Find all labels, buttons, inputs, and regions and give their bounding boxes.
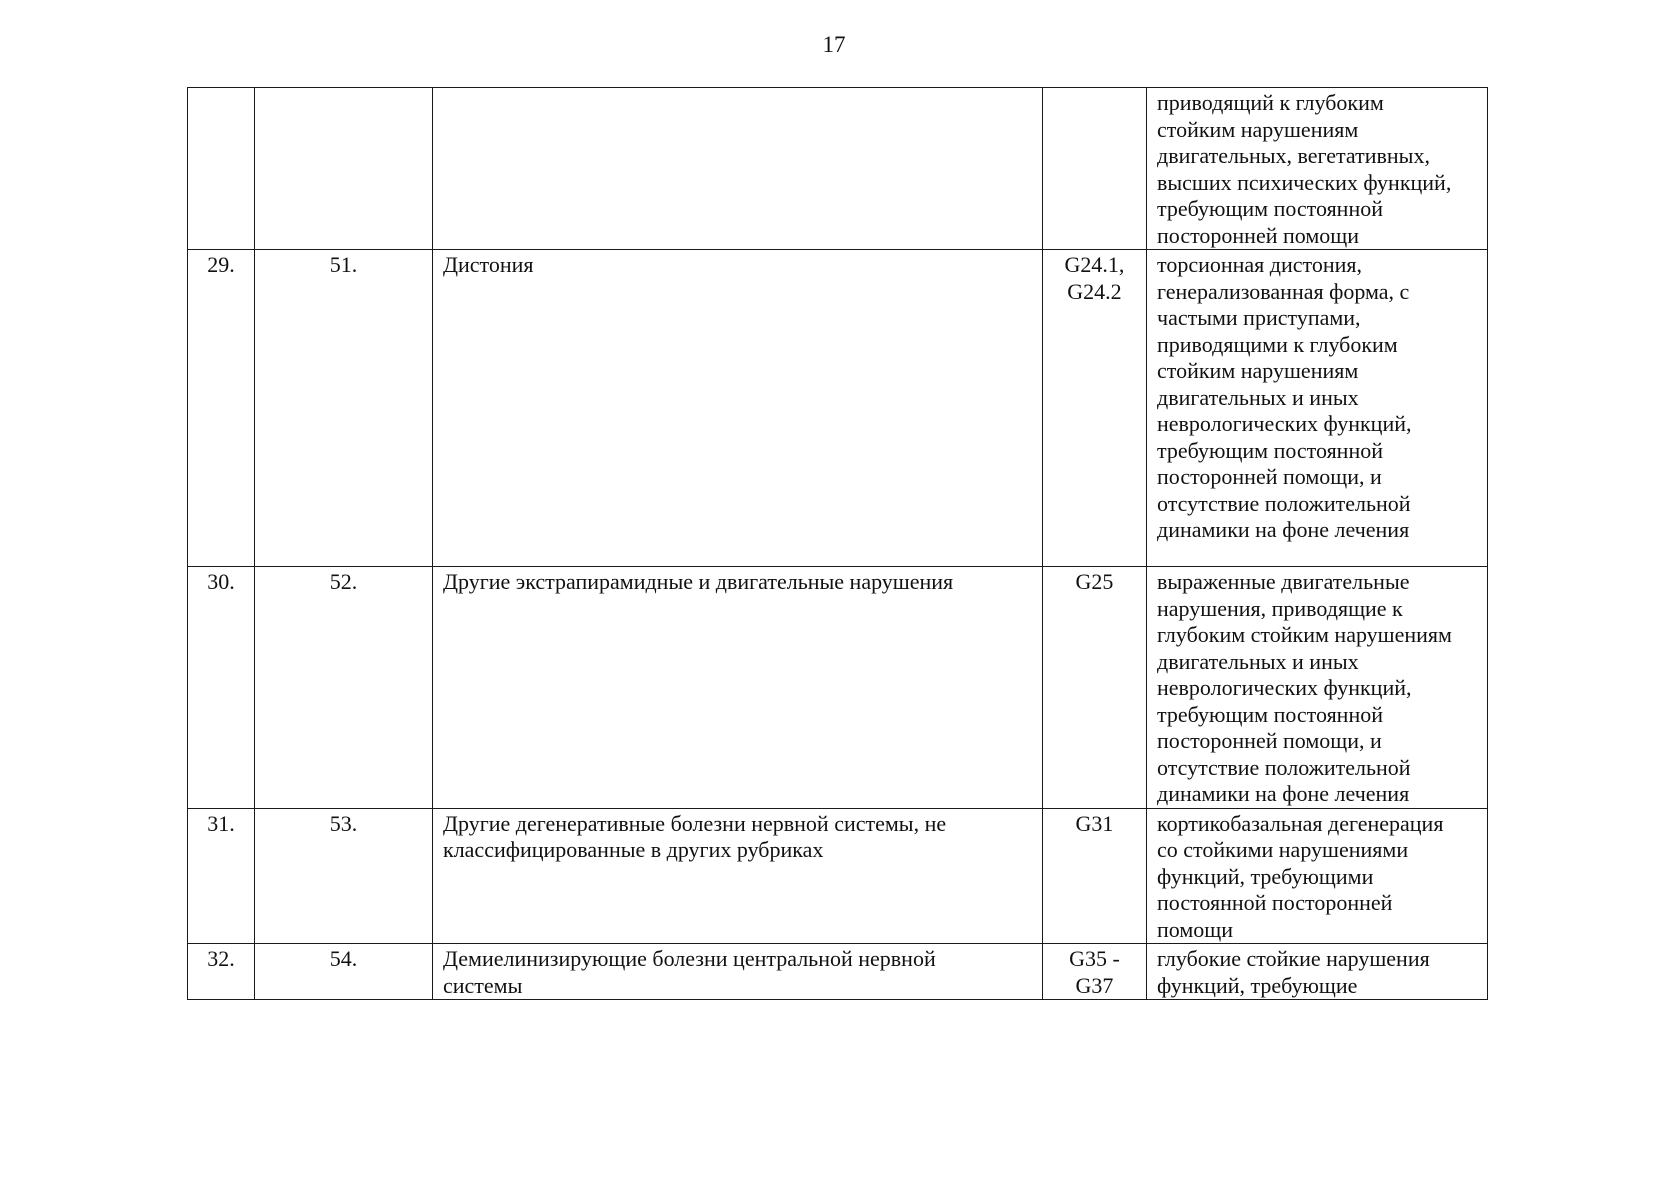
disease-name-cell: Другие экстрапирамидные и двигательные нарушения bbox=[433, 567, 1043, 809]
icd-code-cell: G24.1, G24.2 bbox=[1043, 250, 1147, 567]
icd-code-cell: G31 bbox=[1043, 808, 1147, 944]
row-number-cell: 32. bbox=[188, 944, 255, 1000]
criteria-cell: выраженные двигательные нарушения, приводящие к глубоким стойким нарушениям двигательных и иных неврологических функций, требующим постоянной посторонней помощи, и отсутствие положительной динамики на фоне лечения bbox=[1147, 567, 1488, 809]
row-number-cell bbox=[188, 88, 255, 250]
icd-code-cell bbox=[1043, 88, 1147, 250]
page-number: 17 bbox=[822, 32, 846, 57]
row-number-cell: 30. bbox=[188, 567, 255, 809]
table-row bbox=[188, 88, 1488, 250]
table-row bbox=[188, 808, 1488, 944]
item-number-cell bbox=[255, 88, 433, 250]
criteria-cell: приводящий к глубоким стойким нарушениям двигательных, вегетативных, высших психических функций, требующим постоянной посторонней помощи bbox=[1147, 88, 1488, 250]
item-number-cell: 54. bbox=[255, 944, 433, 1000]
item-number-cell: 52. bbox=[255, 567, 433, 809]
disease-name-cell: Другие дегенеративные болезни нервной системы, не классифицированные в других рубриках bbox=[433, 808, 1043, 944]
disease-name-cell bbox=[433, 88, 1043, 250]
disease-name-cell: Демиелинизирующие болезни центральной нервной системы bbox=[433, 944, 1043, 1000]
disease-name-cell: Дистония bbox=[433, 250, 1043, 567]
table-row bbox=[188, 567, 1488, 809]
icd-code-cell: G35 - G37 bbox=[1043, 944, 1147, 1000]
disease-table bbox=[187, 87, 1488, 1000]
row-number-cell: 29. bbox=[188, 250, 255, 567]
item-number-cell: 51. bbox=[255, 250, 433, 567]
table-row bbox=[188, 250, 1488, 567]
criteria-cell: кортикобазальная дегенерация со стойкими нарушениями функций, требующими постоянной посторонней помощи bbox=[1147, 808, 1488, 944]
item-number-cell: 53. bbox=[255, 808, 433, 944]
table-row bbox=[188, 944, 1488, 1000]
criteria-cell: торсионная дистония, генерализованная форма, с частыми приступами, приводящими к глубоким стойким нарушениям двигательных и иных неврологических функций, требующим постоянной посторонней помощи, и отсутствие положительной динамики на фоне лечения bbox=[1147, 250, 1488, 567]
row-number-cell: 31. bbox=[188, 808, 255, 944]
icd-code-cell: G25 bbox=[1043, 567, 1147, 809]
criteria-cell: глубокие стойкие нарушения функций, требующие bbox=[1147, 944, 1488, 1000]
